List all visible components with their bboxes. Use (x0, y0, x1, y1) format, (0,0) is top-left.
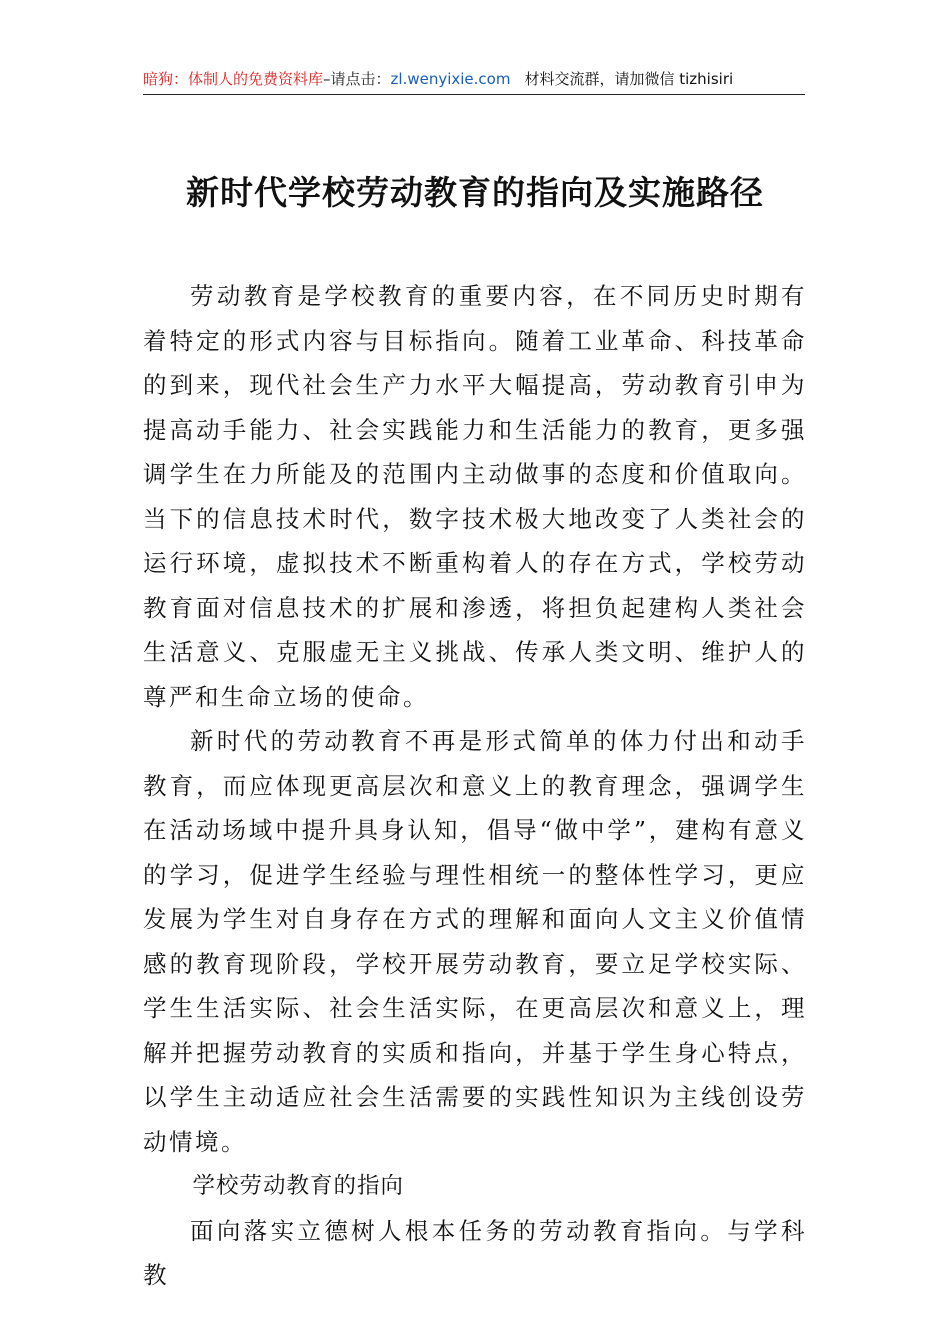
body-paragraph-1: 劳动教育是学校教育的重要内容，在不同历史时期有着特定的形式内容与目标指向。随着工业革命、科技革命的到来，现代社会生产力水平大幅提高，劳动教育引申为提高动手能力、社会实践能力和生活能力的教育，更多强调学生在力所能及的范围内主动做事的态度和价值取向。当下的信息技术时代，数字技术极大地改变了人类社会的运行环境，虚拟技术不断重构着人的存在方式，学校劳动教育面对信息技术的扩展和渗透，将担负起建构人类社会生活意义、克服虚无主义挑战、传承人类文明、维护人的尊严和生命立场的使命。 (143, 282, 807, 711)
header-link[interactable]: zl.wenyixie.com (390, 70, 511, 88)
header-contact: 材料交流群，请加微信 tizhisiri (524, 70, 734, 88)
page-header (143, 64, 805, 95)
section-paragraph: 面向落实立德树人根本任务的劳动教育指向。与学科教 (143, 1216, 807, 1289)
body-paragraph-2: 新时代的劳动教育不再是形式简单的体力付出和动手教育，而应体现更高层次和意义上的教育理念，强调学生在活动场域中提升具身认知，倡导“做中学”，建构有意义的学习，促进学生经验与理性相统一的整体性学习，更应发展为学生对自身存在方式的理解和面向人文主义价值情感的教育现阶段，学校开展劳动教育，要立足学校实际、学生生活实际、社会生活实际，在更高层次和意义上，理解并把握劳动教育的实质和指向，并基于学生身心特点，以学生主动适应社会生活需要的实践性知识为主线创设劳动情境。 (143, 727, 807, 1156)
header-brand: 暗狗：体制人的免费资料库 (143, 70, 324, 88)
section-heading: 学校劳动教育的指向 (192, 1173, 405, 1199)
document-title: 新时代学校劳动教育的指向及实施路径 (186, 173, 764, 212)
document-body (143, 274, 807, 1298)
header-prompt: –请点击： (323, 70, 391, 88)
